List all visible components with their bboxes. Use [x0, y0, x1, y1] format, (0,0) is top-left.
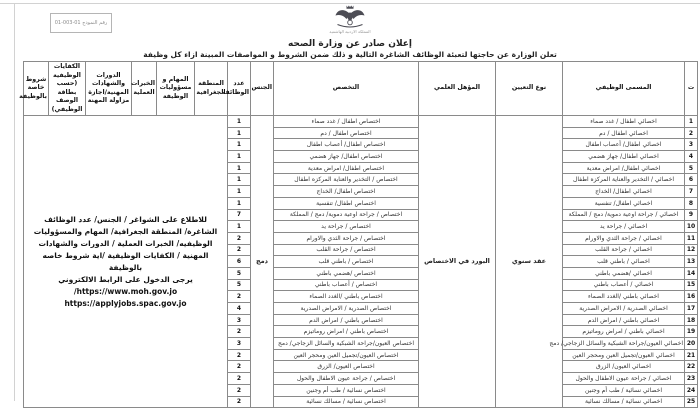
positions-count-cell: 1	[228, 116, 251, 128]
column-header-gender: الجنس	[251, 62, 274, 116]
logo-area	[0, 4, 700, 34]
row-number: 17	[685, 303, 698, 315]
specialization-cell: اختصاص / باطني قلب	[274, 256, 419, 268]
positions-count-cell: 1	[228, 221, 251, 233]
specialization-cell: اختصاص الصدرية / الامراض الصدرية	[274, 303, 419, 315]
logo-caption: المملكة الاردنية الهاشمية	[329, 29, 371, 34]
positions-count-cell: 2	[228, 384, 251, 396]
column-header-positions: عدد الوظائف	[228, 62, 251, 116]
row-number: 18	[685, 314, 698, 326]
positions-count-cell: 4	[228, 303, 251, 315]
qualification-cell: البورد في الاختصاص	[419, 116, 496, 408]
column-header-special-conditions: شروط خاصة بالوظيفة	[24, 62, 49, 116]
row-number: 15	[685, 279, 698, 291]
header-row	[24, 62, 698, 116]
job-title-cell: اخصائي / جراحة يد	[563, 221, 685, 233]
specialization-cell: اختصاص اطفال/ تنفسية	[274, 197, 419, 209]
column-header-region: المنطقة الجغرافية	[195, 62, 228, 116]
column-header-courses: الدورات والشهادات المهنية/اجازة مزاولة المهنة	[86, 62, 132, 116]
positions-count-cell: 1	[228, 162, 251, 174]
row-number: 4	[685, 151, 698, 163]
specialization-cell: اختصاص نسائية / مسالك نسائية	[274, 396, 419, 408]
row-number: 16	[685, 291, 698, 303]
specialization-cell: اختصاص / جراحة عيون الاطفال والحول	[274, 373, 419, 385]
positions-count-cell: 1	[228, 174, 251, 186]
job-title-cell: اخصائي اطفال/ جهاز هضمي	[563, 151, 685, 163]
job-title-cell: اخصائي /هضمي باطني	[563, 267, 685, 279]
specialization-cell: اختصاص اطفال / غدد صماء	[274, 116, 419, 128]
column-header-duties: المهام و مسؤوليات الوظيفة	[157, 62, 195, 116]
job-title-cell: اخصائي اطفال / دم	[563, 127, 685, 139]
column-header-specialization: التخصص	[274, 62, 419, 116]
row-number: 6	[685, 174, 698, 186]
apply-info-text: للاطلاع على الشواغر / الجنس/ عدد الوظائف الشاغرة/ المنطقة الجغرافية/ المهام والمسؤوليات الوظيفيه/ الخبرات العملية / الدورات والشهادات المهنية / الكفايات الوظيفية /اية شروط خاصه بالوظيفة	[33, 214, 218, 272]
column-header-competencies: الكفايات الوظيفية (حسب بطاقة الوصف الوظيفي)	[49, 62, 86, 116]
appointment-type-cell: عقد سنوي	[496, 116, 563, 408]
job-title-cell: اخصائي اطفال/ الخداج	[563, 186, 685, 198]
column-header-num: ت	[685, 62, 698, 116]
row-number: 13	[685, 256, 698, 268]
specialization-cell: اختصاص / التخدير والعناية المركزه اطفال	[274, 174, 419, 186]
row-number: 9	[685, 209, 698, 221]
row-number: 10	[685, 221, 698, 233]
job-title-cell: اخصائي العيون/ الزرق	[563, 361, 685, 373]
positions-count-cell: 2	[228, 326, 251, 338]
job-title-cell: اخصائي / جراحة القلب	[563, 244, 685, 256]
row-number: 12	[685, 244, 698, 256]
job-title-cell: اخصائي / التخدير والعناية المركزه اطفال	[563, 174, 685, 186]
positions-count-cell: 2	[228, 291, 251, 303]
specialization-cell: اختصاص العيون/تجميل العين ومحجر العين	[274, 349, 419, 361]
specialization-cell: اختصاص اطفال / دم	[274, 127, 419, 139]
specialization-cell: اختصاص نسائية / طب أم وجنين	[274, 384, 419, 396]
job-title-cell: اخصائي / جراحة عيون الاطفال والحول	[563, 373, 685, 385]
specialization-cell: اختصاص باطني / امراض روماتيزم	[274, 326, 419, 338]
column-header-qualification: المؤهل العلمي	[419, 62, 496, 116]
positions-count-cell: 3	[228, 338, 251, 350]
positions-count-cell: 1	[228, 197, 251, 209]
row-number: 8	[685, 197, 698, 209]
row-number: 25	[685, 396, 698, 408]
specialization-cell: اختصاص / أعصاب باطني	[274, 279, 419, 291]
job-title-cell: اخصائي نسائية / مسالك نسائية	[563, 396, 685, 408]
specialization-cell: اختصاص / جراحة الثدي والاورام	[274, 232, 419, 244]
row-number: 23	[685, 373, 698, 385]
specialization-cell: اختصاص باطني /الغدد الصماء	[274, 291, 419, 303]
column-header-job-title: المسمى الوظيفي	[563, 62, 685, 116]
announcement-subtitle: تعلن الوزارة عن حاجتها لتعبئة الوظائف الشاغرة التالية و ذلك ضمن الشروط و المواصفات المبينة ازاء كل وظيفة	[143, 50, 557, 59]
row-number: 5	[685, 162, 698, 174]
job-title-cell: اخصائي اطفال/ تنفسية	[563, 197, 685, 209]
positions-count-cell: 7	[228, 209, 251, 221]
specialization-cell: اختصاص اطفال/ جهاز هضمي	[274, 151, 419, 163]
job-title-cell: اخصائي اطفال / غدد صماء	[563, 116, 685, 128]
job-title-cell: اخصائي الصدرية / الامراض الصدرية	[563, 303, 685, 315]
positions-count-cell: 2	[228, 361, 251, 373]
positions-count-cell: 1	[228, 139, 251, 151]
job-title-cell: اخصائي العيون/جراحة الشبكية والسائل الزجاجي/ دمج	[563, 338, 685, 350]
announcement-title: إعلان صادر عن وزارة الصحه	[287, 39, 413, 49]
specialization-cell: اختصاص اطفال/ امراض معدية	[274, 162, 419, 174]
specialization-cell: اختصاص / جراحة القلب	[274, 244, 419, 256]
positions-count-cell: 1	[228, 151, 251, 163]
job-title-cell: اخصائي / باطني قلب	[563, 256, 685, 268]
job-title-cell: اخصائي / جراحة اوعية دموية/ دمج / المملكة	[563, 209, 685, 221]
specialization-cell: اختصاص / جراحة اوعية دموية/ دمج / المملكة	[274, 209, 419, 221]
apply-info-text: يرجى الدخول على الرابط الالكتروني	[58, 274, 193, 284]
row-number: 11	[685, 232, 698, 244]
specialization-cell: اختصاص / جراحة يد	[274, 221, 419, 233]
table-row	[24, 116, 698, 128]
apply-info-cell	[24, 116, 228, 408]
specialization-cell: اختصاص باطني / امراض الدم	[274, 314, 419, 326]
job-title-cell: اخصائي باطني / امراض الدم	[563, 314, 685, 326]
row-number: 20	[685, 338, 698, 350]
positions-count-cell: 1	[228, 127, 251, 139]
row-number: 22	[685, 361, 698, 373]
column-header-experience: الخبرات العملية	[132, 62, 157, 116]
positions-count-cell: 6	[228, 256, 251, 268]
positions-count-cell: 2	[228, 373, 251, 385]
job-title-cell: اخصائي / أعصاب باطني	[563, 279, 685, 291]
apply-link[interactable]: https://www.moh.gov.jo/	[73, 286, 178, 296]
row-number: 7	[685, 186, 698, 198]
row-number: 24	[685, 384, 698, 396]
positions-count-cell: 2	[228, 349, 251, 361]
job-title-cell: اخصائي اطفال/ أعصاب اطفال	[563, 139, 685, 151]
positions-count-cell: 5	[228, 279, 251, 291]
column-header-appointment-type: نوع التعيين	[496, 62, 563, 116]
positions-count-cell: 2	[228, 232, 251, 244]
row-number: 19	[685, 326, 698, 338]
positions-count-cell: 5	[228, 267, 251, 279]
job-title-cell: اخصائي باطني /الغدد الصماء	[563, 291, 685, 303]
specialization-cell: اختصاص العيون/ الزرق	[274, 361, 419, 373]
job-title-cell: اخصائي باطني / امراض روماتيزم	[563, 326, 685, 338]
positions-count-cell: 1	[228, 186, 251, 198]
row-number: 21	[685, 349, 698, 361]
positions-count-cell: 3	[228, 314, 251, 326]
job-title-cell: اخصائي اطفال/ امراض معدية	[563, 162, 685, 174]
job-title-cell: اخصائي نسائية / طب أم وجنين	[563, 384, 685, 396]
vacancies-table	[19, 61, 698, 408]
row-number: 1	[685, 116, 698, 128]
form-number: رقم النموذج 01-003-01	[54, 20, 108, 26]
specialization-cell: اختصاص العيون/جراحة الشبكية والسائل الزجاجي/ دمج	[274, 338, 419, 350]
gender-cell: دمج	[251, 116, 274, 408]
specialization-cell: اختصاص اطفال/ أعصاب اطفال	[274, 139, 419, 151]
row-number: 14	[685, 267, 698, 279]
specialization-cell: اختصاص /هضمي باطني	[274, 267, 419, 279]
job-title-cell: اخصائي العيون/تجميل العين ومحجر العين	[563, 349, 685, 361]
apply-link[interactable]: https://applyjobs.spac.gov.jo	[64, 298, 187, 308]
positions-count-cell: 2	[228, 396, 251, 408]
page-edge-left	[14, 3, 15, 401]
job-title-cell: اخصائي / جراحة الثدي والاورام	[563, 232, 685, 244]
positions-count-cell: 2	[228, 244, 251, 256]
table-body	[24, 116, 698, 408]
jordan-coat-of-arms-icon	[333, 4, 367, 29]
specialization-cell: اختصاص اطفال/ الخداج	[274, 186, 419, 198]
row-number: 3	[685, 139, 698, 151]
row-number: 2	[685, 127, 698, 139]
